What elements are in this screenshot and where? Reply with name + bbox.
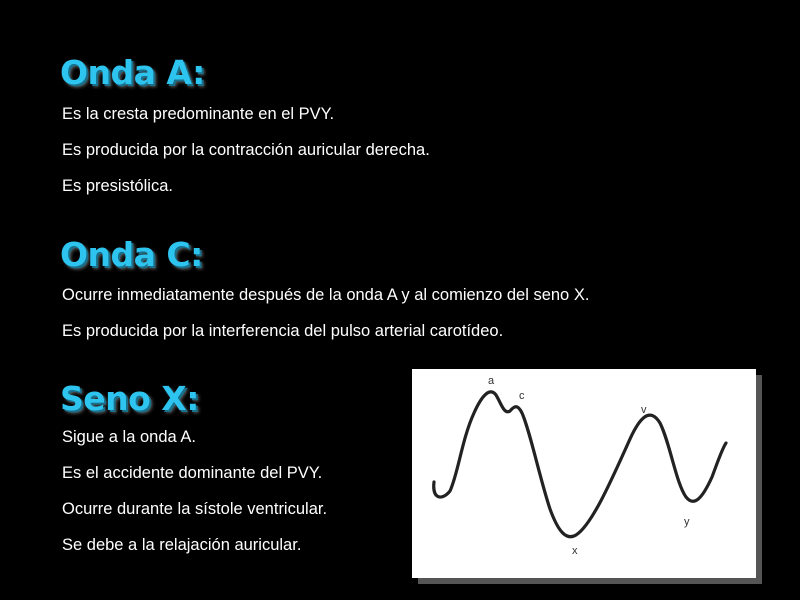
list-item: Es presistólica. (62, 177, 173, 195)
seno-x-list (62, 419, 327, 563)
title-seno-x: Seno X: (60, 379, 199, 418)
title-onda-a: Onda A: (60, 53, 205, 92)
label-y: y (684, 516, 690, 528)
list-item: Se debe a la relajación auricular. (62, 536, 302, 554)
label-c: c (519, 390, 525, 402)
list-item: Es la cresta predominante en el PVY. (62, 105, 335, 123)
onda-a-list (62, 96, 430, 204)
list-item: Ocurre durante la sístole ventricular. (62, 500, 328, 518)
list-item: Sigue a la onda A. (62, 428, 196, 446)
title-onda-c: Onda C: (60, 235, 203, 274)
list-item: Es el accidente dominante del PVY. (62, 464, 323, 482)
label-v: v (641, 404, 647, 416)
jvp-waveform-figure (412, 369, 756, 578)
jvp-waveform-svg (412, 369, 756, 578)
label-a: a (488, 375, 495, 387)
label-x: x (572, 545, 578, 557)
list-item: Es producida por la contracción auricular derecha. (62, 141, 430, 159)
list-item: Es producida por la interferencia del pulso arterial carotídeo. (62, 322, 504, 340)
jvp-waveform-curve (434, 392, 726, 537)
list-item: Ocurre inmediatamente después de la onda A y al comienzo del seno X. (62, 286, 590, 304)
onda-c-list (62, 277, 589, 349)
